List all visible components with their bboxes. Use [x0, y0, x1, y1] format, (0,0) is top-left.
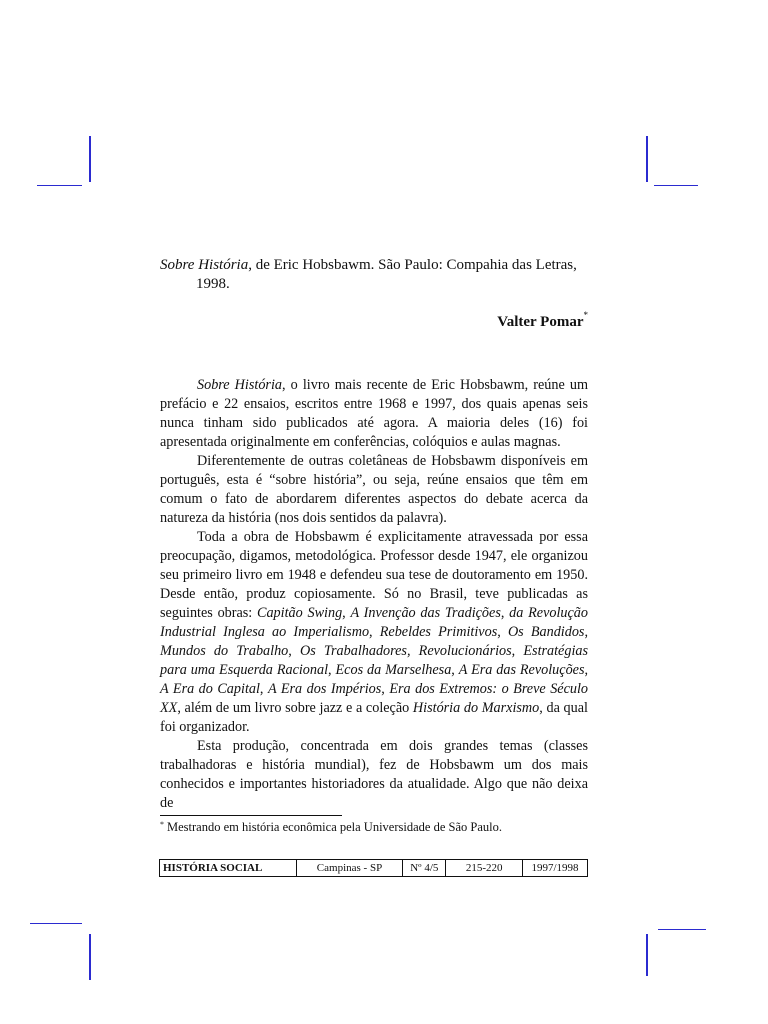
journal-years: 1997/1998: [523, 860, 588, 877]
footnote-rule: [160, 815, 342, 816]
book-citation: [160, 256, 588, 294]
work-title: Os Trabalhadores, Revolucionários: [299, 643, 512, 659]
journal-city: Campinas - SP: [296, 860, 403, 877]
separator: ,: [584, 662, 589, 678]
work-title: A Invenção das Tradições: [350, 605, 501, 621]
citation-details: , de Eric Hobsbawm. São Paulo: Compahia das Letras,: [248, 257, 577, 273]
work-title: A Era das Revoluções: [458, 662, 585, 678]
citation-year: 1998.: [196, 276, 230, 292]
author-name: Valter Pomar: [497, 314, 584, 330]
separator: ,: [451, 662, 459, 678]
work-title: Os Bandidos: [507, 624, 585, 640]
crop-mark-bottom-right-vertical: [646, 934, 648, 976]
paragraph-3: [160, 528, 588, 737]
work-title: Capitão Swing: [257, 605, 343, 621]
crop-mark-bottom-right-horizontal: [658, 929, 706, 930]
work-title: Estratégias para uma Esquerda Racional: [160, 643, 589, 678]
footnote: [160, 820, 502, 835]
separator: ,: [584, 624, 589, 640]
paragraph-3-end: , da qual foi organizador.: [160, 700, 588, 735]
crop-mark-bottom-left-horizontal: [30, 923, 82, 924]
separator: ,: [259, 681, 268, 697]
separator: ,: [381, 681, 390, 697]
paragraph-1: [160, 376, 588, 452]
paragraph-3-intro: Toda a obra de Hobsbawm é explicitamente atravessada por essa preocupação, digamos, metodológica. Professor desde 1947, ele organizou seu primeiro livro em 1948 e defendeu sua tese de doutoramento em 1950. Desde então, produz copiosamente. Só no Brasil, teve publicadas as seguintes obras:: [160, 529, 588, 621]
separator: ,: [369, 624, 380, 640]
journal-footer-table: [159, 859, 588, 877]
work-title: Era dos Extremos: o Breve Século XX: [160, 681, 589, 716]
author-name-block: [497, 310, 588, 331]
work-title: História do Marxismo: [412, 700, 540, 716]
work-title: A Era dos Impérios: [267, 681, 382, 697]
work-title: Rebeldes Primitivos: [379, 624, 498, 640]
crop-mark-top-right-horizontal: [654, 185, 698, 186]
journal-pages: 215-220: [446, 860, 523, 877]
journal-issue: Nº 4/5: [403, 860, 446, 877]
work-title: Ecos da Marselhesa: [335, 662, 452, 678]
paragraph-4: Esta produção, concentrada em dois grandes temas (classes trabalhadoras e história mundial), fez de Hobsbawm um dos mais conhecidos e importantes historiadores da atualidade. Algo que não deixa de: [160, 738, 588, 811]
separator: ,: [288, 643, 300, 659]
citation-book-title: Sobre História: [160, 257, 249, 273]
separator: ,: [342, 605, 351, 621]
work-title: A Era do Capital: [160, 681, 260, 697]
crop-mark-top-left-horizontal: [37, 185, 82, 186]
review-body: [160, 376, 588, 813]
author-footnote-mark: *: [583, 310, 588, 320]
journal-name: HISTÓRIA SOCIAL: [160, 860, 297, 877]
work-title: Mundos do Trabalho: [160, 643, 289, 659]
separator: ,: [511, 643, 524, 659]
paragraph-2: Diferentemente de outras coletâneas de Hobsbawm disponíveis em português, esta é “sobre história”, ou seja, reúne ensaios que têm em comum o fato de abordarem diferentes aspectos do debate acerca da natureza da história (nos dois sentidos da palavra).: [160, 453, 588, 526]
separator: ,: [497, 624, 508, 640]
book-title-italic: Sobre História: [197, 377, 282, 393]
footnote-mark: *: [160, 820, 164, 829]
journal-footer-row: [160, 860, 588, 877]
crop-mark-top-right-vertical: [646, 136, 648, 182]
crop-mark-top-left-vertical: [89, 136, 91, 182]
work-title: da Revolução Industrial Inglesa ao Imperialismo: [160, 605, 588, 640]
paragraph-1-text: , o livro mais recente de Eric Hobsbawm, reúne um prefácio e 22 ensaios, escritos entre 1968 e 1997, dos quais apenas seis nunca tinham sido publicados até agora. A maioria deles (16) foi apresentada originalmente em conferências, colóquios e aulas magnas.: [160, 377, 589, 450]
separator: ,: [328, 662, 336, 678]
footnote-text: Mestrando em história econômica pela Universidade de São Paulo.: [167, 820, 502, 834]
paragraph-3-continuation: , além de um livro sobre jazz e a coleção: [177, 700, 413, 716]
separator: ,: [500, 605, 510, 621]
crop-mark-bottom-left-vertical: [89, 934, 91, 980]
